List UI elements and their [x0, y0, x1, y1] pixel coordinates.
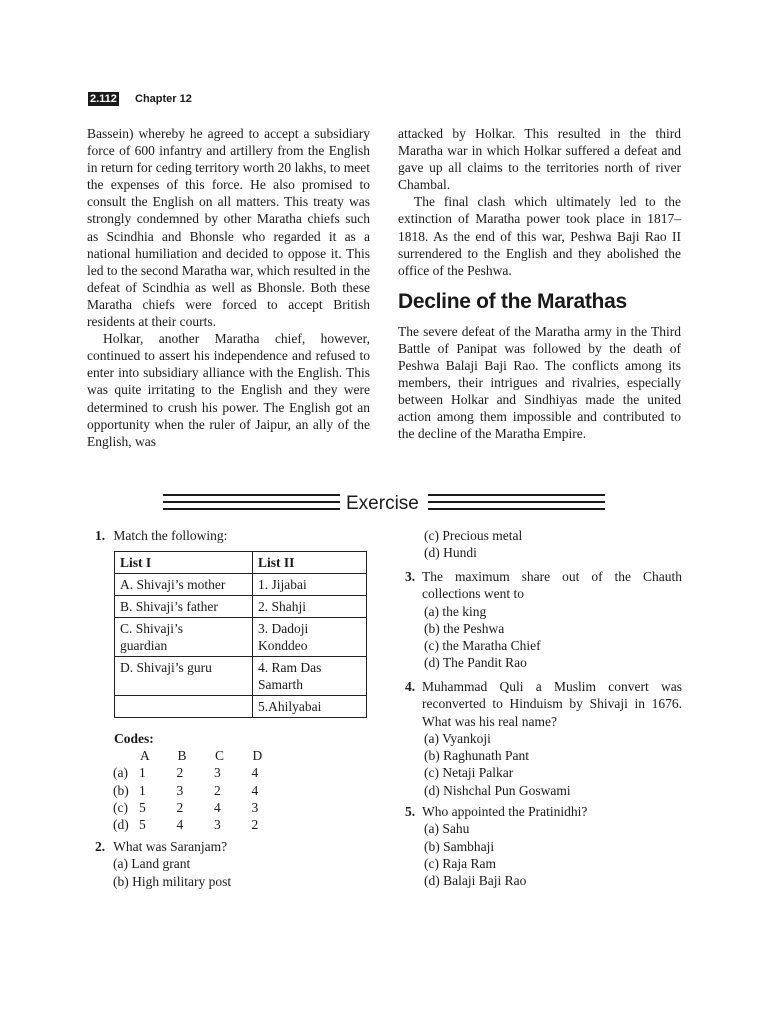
- option-key: (d): [113, 817, 129, 833]
- option-key: (b): [113, 782, 129, 798]
- codes-label: Codes:: [114, 731, 154, 746]
- question-text: Muhammad Quli a Muslim convert was reconverted to Hinduism by Shivaji in 1676. What was his real name?: [422, 679, 682, 729]
- question-text: Match the following:: [113, 528, 228, 543]
- question-2-continued: [424, 527, 522, 562]
- code-value: 1: [139, 782, 146, 798]
- chapter-label: Chapter 12: [135, 93, 192, 105]
- codes-block: [88, 730, 290, 833]
- table-cell: A. Shivaji’s mother: [115, 574, 253, 596]
- question-number: 2.: [95, 839, 106, 854]
- code-value: 4: [251, 765, 259, 781]
- option: (d) Balaji Baji Rao: [424, 873, 527, 889]
- right-paragraph-1: attacked by Holkar. This resulted in the third Maratha war in which Holkar suffered a defeat and gave up all claims to the territories north of river Chambal.: [398, 126, 681, 193]
- table-row: [115, 657, 367, 696]
- code-value: 5: [139, 799, 146, 815]
- match-table: [114, 551, 367, 718]
- table-cell: B. Shivaji’s father: [115, 596, 253, 618]
- code-value: 2: [214, 782, 221, 798]
- codes-row: [88, 764, 290, 781]
- table-header-cell: List I: [115, 552, 253, 574]
- table-cell: D. Shivaji’s guru: [115, 657, 253, 696]
- code-value: 2: [251, 817, 259, 833]
- question-number: 5.: [405, 804, 416, 819]
- section-heading: Decline of the Marathas: [398, 289, 627, 313]
- option: (c) Precious metal: [424, 528, 523, 543]
- right-column: [398, 125, 681, 443]
- question-text: Who appointed the Pratinidhi?: [422, 804, 588, 819]
- question-text: What was Saranjam?: [113, 839, 228, 854]
- codes-header-cell: D: [252, 748, 263, 764]
- left-column: [87, 125, 370, 450]
- option: (d) Nishchal Pun Goswami: [424, 782, 571, 798]
- code-value: 2: [176, 799, 184, 815]
- table-cell: 3. Dadoji Konddeo: [253, 618, 367, 657]
- option-key: (c): [113, 799, 128, 815]
- codes-header-cell: A: [140, 748, 150, 764]
- table-row: [115, 596, 367, 618]
- right-paragraph-2: The final clash which ultimately led to the extinction of Maratha power took place in 1817–1818. As the end of this war, Peshwa Baji Rao II surrendered to the English and they abolished the office of the Peshwa.: [398, 194, 681, 278]
- codes-header-cell: B: [177, 748, 187, 764]
- table-cell: 5.Ahilyabai: [253, 696, 367, 718]
- option: (c) Netaji Palkar: [424, 765, 514, 781]
- code-value: 4: [251, 782, 259, 798]
- table-cell: [115, 696, 253, 718]
- option: (b) the Peshwa: [424, 620, 505, 636]
- code-value: 3: [176, 782, 184, 798]
- table-header-row: [115, 552, 367, 574]
- option: (b) Sambhaji: [424, 838, 495, 854]
- table-row: [115, 696, 367, 718]
- code-value: 5: [139, 817, 146, 833]
- codes-row: [88, 782, 290, 799]
- option: (c) the Maratha Chief: [424, 638, 541, 654]
- question-3: [405, 568, 682, 672]
- option: (a) Vyankoji: [424, 730, 491, 746]
- question-number: 1.: [95, 528, 106, 543]
- table-row: [115, 574, 367, 596]
- option: (a) the king: [424, 603, 487, 619]
- option: (d) Hundi: [424, 545, 477, 561]
- question-4: [405, 678, 682, 799]
- codes-row: [88, 799, 290, 816]
- page-number: 2.112: [90, 93, 117, 105]
- section-paragraph: The severe defeat of the Maratha army in the Third Battle of Panipat was followed by the death of Peshwa Balaji Baji Rao. The conflicts among its members, their intrigues and rivalries, especially between Holkar and Sindhiyas made the united action among them impossible and contributed to the decline of the Maratha Empire.: [398, 323, 681, 442]
- option: (d) The Pandit Rao: [424, 655, 527, 671]
- question-1: [95, 527, 227, 544]
- table-header-cell: List II: [253, 552, 367, 574]
- code-value: 4: [214, 799, 221, 815]
- option-key: (a): [113, 765, 128, 781]
- codes-header-cell: C: [215, 748, 225, 764]
- codes-row: [88, 816, 290, 833]
- option: (c) Raja Ram: [424, 855, 496, 871]
- table-cell: 1. Jijabai: [253, 574, 367, 596]
- question-number: 3.: [405, 569, 416, 584]
- option: (b) Raghunath Pant: [424, 748, 529, 764]
- code-value: 3: [214, 765, 221, 781]
- question-5: [405, 803, 682, 889]
- code-value: 4: [176, 817, 184, 833]
- code-value: 3: [251, 799, 259, 815]
- code-value: 1: [139, 765, 146, 781]
- option: (b) High military post: [113, 873, 232, 889]
- code-value: 2: [176, 765, 184, 781]
- table-cell: 2. Shahji: [253, 596, 367, 618]
- question-text: The maximum share out of the Chauth collections went to: [422, 569, 682, 602]
- question-2: [95, 838, 375, 890]
- code-value: 3: [214, 817, 221, 833]
- left-paragraph-2: Holkar, another Maratha chief, however, continued to assert his independence and refused to enter into subsidiary alliance with the English. This was quite irritating to the English and they were determined to crush his power. The English got an opportunity when the ruler of Jaipur, an ally of the English, was: [87, 331, 370, 449]
- question-number: 4.: [405, 679, 416, 694]
- left-paragraph-1: Bassein) whereby he agreed to accept a subsidiary force of 600 infantry and artillery from the English in return for ceding territory worth 20 lakhs, to meet the expenses of this force. He also promised to consult the English on all matters. This treaty was strongly condemned by other Maratha chiefs such as Scindhia and Bhonsle who regarded it as a national humiliation and decided to oppose it. This led to the second Maratha war, which resulted in the defeat of Scindhia as well as Bhonsle. Both these Maratha chiefs were forced to accept British residents at their courts.: [87, 126, 370, 330]
- table-cell: 4. Ram Das Samarth: [253, 657, 367, 696]
- option: (a) Sahu: [424, 821, 470, 837]
- exercise-title: Exercise: [346, 493, 419, 514]
- table-cell: C. Shivaji’s guardian: [115, 618, 253, 657]
- option: (a) Land grant: [113, 856, 191, 872]
- table-row: [115, 618, 367, 657]
- codes-header: [88, 747, 290, 764]
